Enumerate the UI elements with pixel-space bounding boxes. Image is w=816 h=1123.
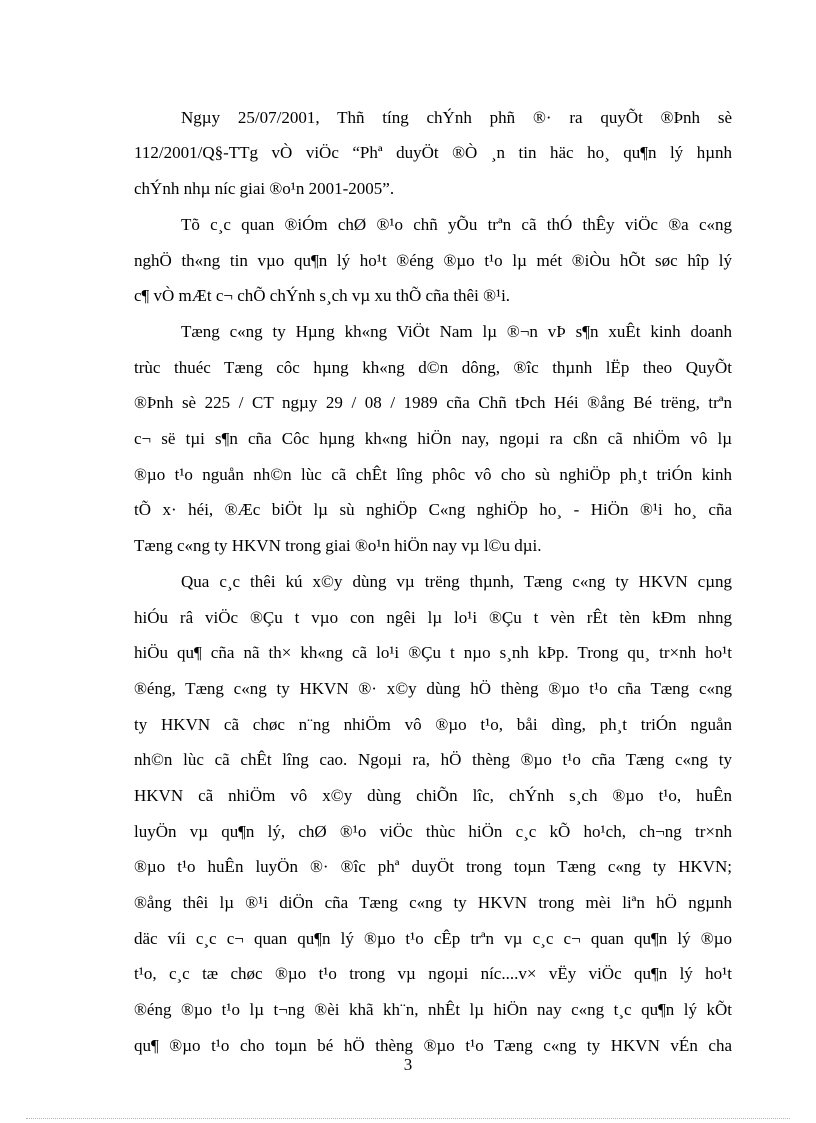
page-bottom-divider bbox=[26, 1118, 790, 1119]
text-line: hiÓu râ viÖc ®Çu t vµo con ngêi lµ lo¹i ®Çu t vèn rÊt tèn kÐm nhng bbox=[134, 608, 732, 627]
text-line: ®µo t¹o huÊn luyÖn ®· ®îc phª duyÖt trong toµn Tæng c«ng ty HKVN; bbox=[134, 857, 732, 876]
text-line: Ngµy 25/07/2001, Thñ tíng chÝnh phñ ®· ra quyÕt ®Þnh sè bbox=[181, 108, 732, 127]
text-line: luyÖn vµ qu¶n lý, chØ ®¹o viÖc thùc hiÖn c¸c kÕ ho¹ch, ch¬ng tr×nh bbox=[134, 822, 732, 841]
text-line: ®éng, Tæng c«ng ty HKVN ®· x©y dùng hÖ thèng ®µo t¹o cña Tæng c«ng bbox=[134, 679, 732, 698]
text-line: ®éng ®µo t¹o lµ t¬ng ®èi khã kh¨n, nhÊt lµ hiÖn nay c«ng t¸c qu¶n lý kÕt bbox=[134, 1000, 732, 1019]
text-line: chÝnh nhµ níc giai ®o¹n 2001-2005”. bbox=[134, 179, 395, 198]
text-line: c¶ vÒ mÆt c¬ chÕ chÝnh s¸ch vµ xu thÕ cña thêi ®¹i. bbox=[134, 286, 511, 305]
text-line: qu¶ ®µo t¹o cho toµn bé hÖ thèng ®µo t¹o Tæng c«ng ty HKVN vÉn cha bbox=[134, 1036, 732, 1055]
text-line: trùc thuéc Tæng côc hµng kh«ng d©n dông, ®îc thµnh lËp theo QuyÕt bbox=[134, 358, 732, 377]
text-line: c¬ së tµi s¶n cña Côc hµng kh«ng hiÖn nay, ngoµi ra cßn cã nhiÖm vô lµ bbox=[134, 429, 732, 448]
text-line: nghÖ th«ng tin vµo qu¶n lý ho¹t ®éng ®µo t¹o lµ mét ®iÒu hÕt søc hîp lý bbox=[134, 251, 732, 270]
text-line: 112/2001/Q§-TTg vÒ viÖc “Phª duyÖt ®Ò ¸n tin häc ho¸ qu¶n lý hµnh bbox=[134, 143, 732, 162]
text-line: tÕ x· héi, ®Æc biÖt lµ sù nghiÖp C«ng nghiÖp ho¸ - HiÖn ®¹i ho¸ cña bbox=[134, 500, 732, 519]
page-number: 3 bbox=[403, 1055, 413, 1074]
text-line: nh©n lùc cã chÊt lîng cao. Ngoµi ra, hÖ thèng ®µo t¹o cña Tæng c«ng ty bbox=[134, 750, 732, 769]
text-line: HKVN cã nhiÖm vô x©y dùng chiÕn lîc, chÝnh s¸ch ®µo t¹o, huÊn bbox=[134, 786, 732, 805]
text-line: ®ång thêi lµ ®¹i diÖn cña Tæng c«ng ty HKVN trong mèi liªn hÖ ngµnh bbox=[134, 893, 732, 912]
text-line: ®Þnh sè 225 / CT ngµy 29 / 08 / 1989 cña Chñ tÞch Héi ®ång Bé trëng, trªn bbox=[134, 393, 732, 412]
text-line: däc víi c¸c c¬ quan qu¶n lý ®µo t¹o cÊp trªn vµ c¸c c¬ quan qu¶n lý ®µo bbox=[134, 929, 732, 948]
text-line: Qua c¸c thêi kú x©y dùng vµ trëng thµnh, Tæng c«ng ty HKVN cµng bbox=[181, 572, 732, 591]
text-line: t¹o, c¸c tæ chøc ®µo t¹o trong vµ ngoµi níc....v× vËy viÖc qu¶n lý ho¹t bbox=[134, 964, 732, 983]
text-line: ty HKVN cã chøc n¨ng nhiÖm vô ®µo t¹o, båi dìng, ph¸t triÓn nguån bbox=[134, 715, 732, 734]
text-line: Tæng c«ng ty Hµng kh«ng ViÖt Nam lµ ®¬n vÞ s¶n xuÊt kinh doanh bbox=[181, 322, 732, 341]
text-line: Tõ c¸c quan ®iÓm chØ ®¹o chñ yÕu trªn cã thÓ thÊy viÖc ®a c«ng bbox=[181, 215, 732, 234]
text-line: Tæng c«ng ty HKVN trong giai ®o¹n hiÖn nay vµ l©u dµi. bbox=[134, 536, 542, 555]
text-line: hiÖu qu¶ cña nã th× kh«ng cã lo¹i ®Çu t nµo s¸nh kÞp. Trong qu¸ tr×nh ho¹t bbox=[134, 643, 732, 662]
text-line: ®µo t¹o nguån nh©n lùc cã chÊt lîng phôc vô cho sù nghiÖp ph¸t triÓn kinh bbox=[134, 465, 732, 484]
